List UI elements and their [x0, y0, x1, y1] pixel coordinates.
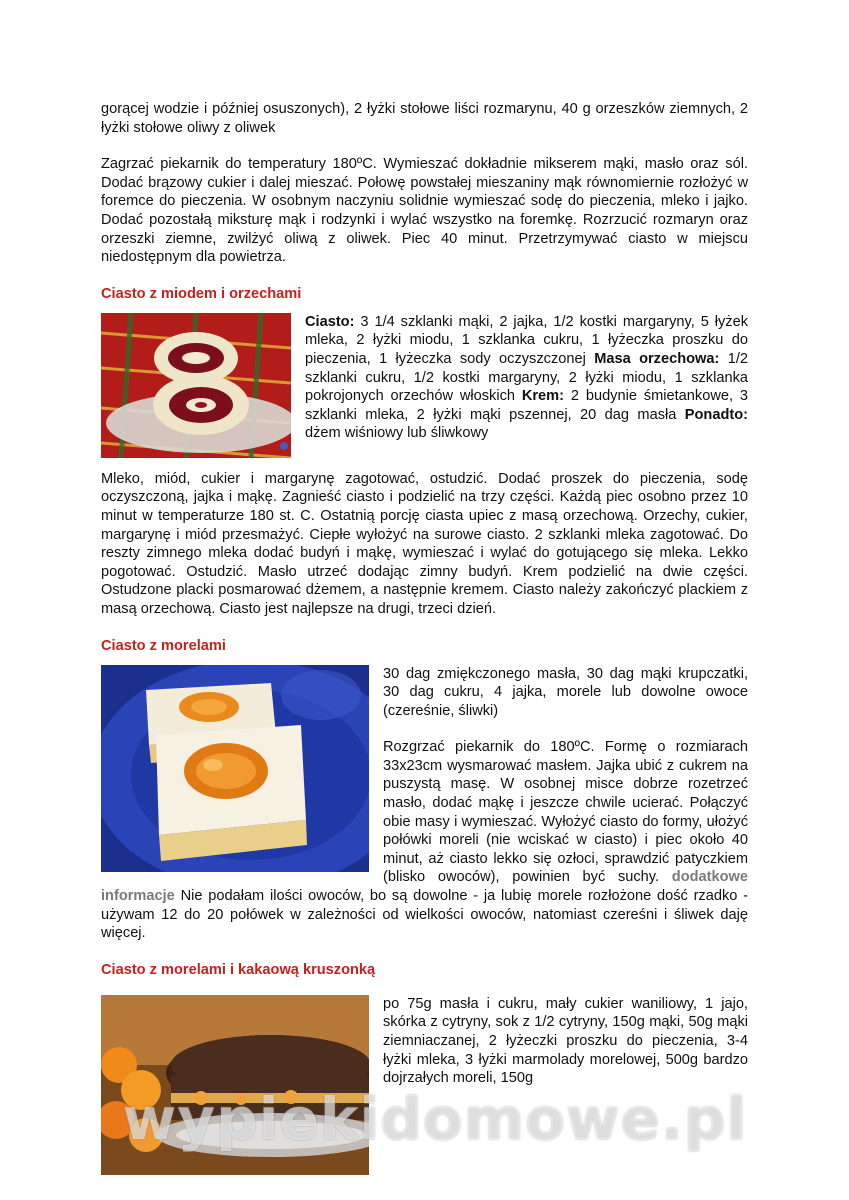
honey-nut-cake-photo: [101, 313, 291, 458]
text-ponadto: dżem wiśniowy lub śliwkowy: [305, 425, 489, 442]
recipe-title-honey-nuts: Ciasto z miodem i orzechami: [101, 285, 302, 302]
site-watermark: wypiekidomowe.pl: [122, 1085, 748, 1153]
recipe-title-apricots-cocoa-crumble: Ciasto z morelami i kakaową kruszonką: [101, 961, 376, 978]
recipe-apricots-cocoa-crumble: [101, 995, 748, 1088]
additional-info-text: Nie podałam ilości owoców, bo są dowolne - ja lubię morele rozłożone dość rzadko - używam 12 do 20 połówek w zależności od wielkości owoców, natomiast czereśni i śliwek daję więcej.: [101, 888, 748, 942]
recipe-apricots-ingredients: 30 dag zmiękczonego masła, 30 dag mąki krupczatki, 30 dag cukru, 4 jajka, morele lub dowolne owoce (czereśnie, śliwki): [383, 665, 748, 719]
apricot-cake-photo: [101, 665, 369, 872]
text-ciasto: 3 1/4 szklanki mąki, 2 jajka, 1/2 kostki margaryny, 5 łyżek mleka, 2 łyżki miodu, 1 szklanka cukru, 1 łyżeczka proszku do pieczenia, 1 łyżeczka sody oczyszczonej: [305, 313, 748, 367]
recipe-apricots: [101, 665, 748, 943]
recipe-apricots-method-text: Rozgrzać piekarnik do 180ºC. Formę o rozmiarach 33x23cm wysmarować masłem. Jajka ubić z cukrem na puszystą masę. W osobnej misce dobrze rozetrzeć masło, dodać mąkę i jeszcze chwile ucierać. Połączyć obie masy i wymieszać. Wyłożyć ciasto do formy, ułożyć połówki moreli (nie wciskać w ciasto) i piec około 40 minut, aż ciasto lekko się ozłoci, sprawdzić patyczkiem (blisko owoców), powinien być suchy.: [383, 739, 748, 886]
recipe-title-apricots: Ciasto z morelami: [101, 637, 226, 654]
label-ciasto: Ciasto:: [305, 313, 355, 330]
apricot-crumble-cake-photo: [101, 995, 369, 1175]
recipe-apricots-cocoa-crumble-ingredients: po 75g masła i cukru, mały cukier waniliowy, 1 jajo, skórka z cytryny, sok z 1/2 cytryny, 150g mąki, 50g mąki ziemniaczanej, 2 łyżeczki proszku do pieczenia, 3-4 łyżki mleka, 3 łyżki marmolady morelowej, 500g bardzo dojrzałych moreli, 150g: [383, 995, 748, 1087]
document-page: [101, 100, 748, 1187]
text-krem: 2 budynie śmietankowe, 3 szklanki mleka, 2 łyżki mąki pszennej, 20 dag masła: [305, 388, 748, 423]
label-krem: Krem:: [521, 388, 565, 405]
intro-method: Zagrzać piekarnik do temperatury 180ºC. Wymieszać dokładnie mikserem mąki, masło oraz sól. Dodać brązowy cukier i dalej mieszać. Połowę powstałej mieszaniny mąk równomiernie rozłożyć w foremce do pieczenia. W osobnym naczyniu solidnie wymieszać sodę do pieczenia, mleko i jajko. Dodać pozostałą miksturę mąk i rodzynki i wylać wszystko na foremkę. Rozrzucić rozmaryn oraz orzeszki ziemne, zwilżyć oliwą z oliwek. Piec 40 minut. Przetrzymywać ciasto w miejscu niedostępnym dla powietrza.: [101, 156, 748, 266]
label-ponadto: Ponadto:: [684, 406, 748, 423]
additional-info-label: dodatkowe informacje: [101, 869, 748, 905]
recipe-honey-nuts-method: Mleko, miód, cukier i margarynę zagotować, ostudzić. Dodać proszek do pieczenia, sodę oczyszczoną, jajka i mąkę. Zagnieść ciasto i podzielić na trzy części. Każdą piec osobno przez 10 minut w temperaturze 180 st. C. Ostatnią porcję ciasta upiec z masą orzechową. Orzechy, cukier, margarynę i miód przesmażyć. Ciepłe wyłożyć na surowe ciasto. 2 szklanki mleka zagotować. Do reszty zimnego mleka dodać budyń i mąkę, wymieszać i wylać do gotującego się mleka. Lekko pogotować. Ostudzić. Masło utrzeć dodając zimny budyń. Krem podzielić na dwie części. Ostudzone placki posmarować dżemem, a następnie kremem. Ciasto należy zakończyć plackiem z masą orzechową. Ciasto jest najlepsze na drugi, trzeci dzień.: [101, 470, 748, 617]
text-masa-orzechowa: 1/2 szklanki cukru, 1/2 kostki margaryny, 2 łyżki miodu, 1 szklanka pokrojonych orzechów włoskich: [305, 350, 749, 405]
intro-ingredients: gorącej wodzie i później osuszonych), 2 łyżki stołowe liści rozmarynu, 40 g orzeszków ziemnych, 2 łyżki stołowe oliwy z oliwek: [101, 101, 748, 136]
label-masa-orzechowa: Masa orzechowa:: [594, 350, 720, 367]
recipe-honey-nuts: [101, 313, 748, 470]
